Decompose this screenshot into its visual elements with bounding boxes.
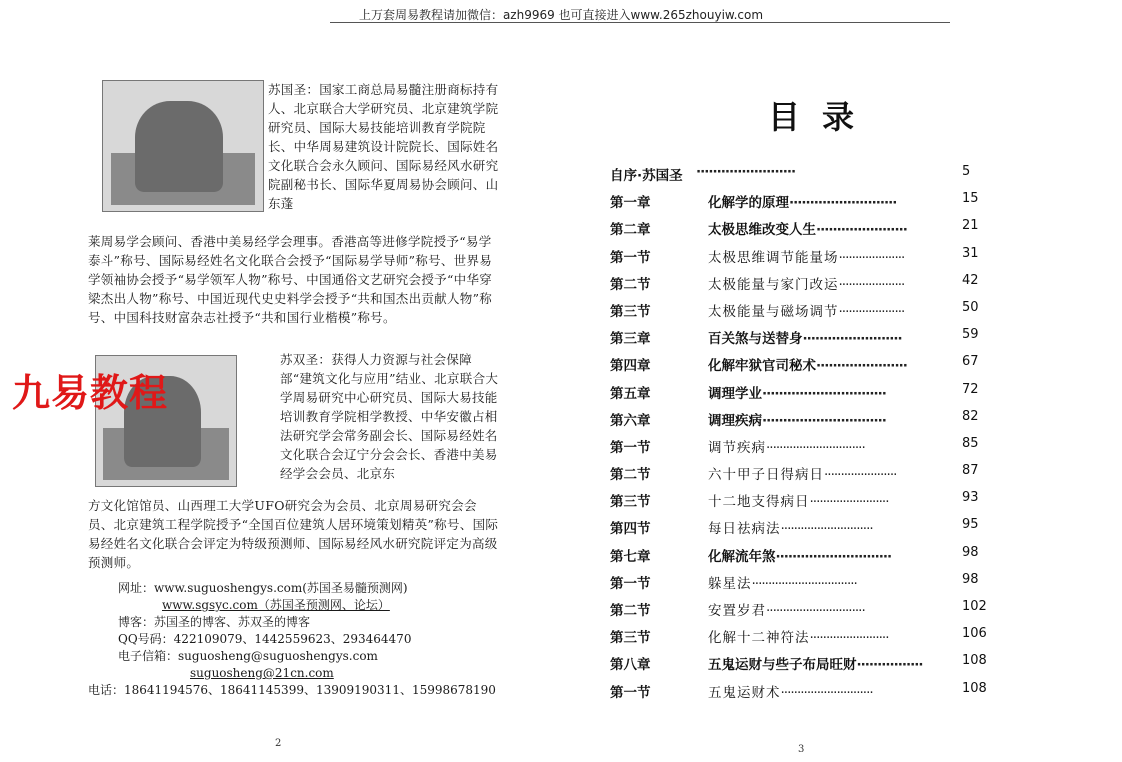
toc-entry-label: 第六章 [610,412,651,429]
toc-entry[interactable] [610,405,990,432]
toc-leader-dots: ································ [751,575,857,592]
toc-leader-dots: ······························ [766,603,865,619]
toc-entry[interactable] [610,649,990,676]
toc-entry[interactable] [610,459,990,486]
watermark-text: 九易教程 [12,371,169,415]
toc-entry-label: 第三节 [610,303,651,320]
toc-entry-page: 72 [962,381,979,397]
author-photo-1 [102,80,264,212]
toc-leader-dots: ···················· [838,276,905,293]
toc-entry-page: 5 [962,164,971,179]
toc-entry-title: 太极能量与磁场调节 [708,303,839,320]
toc-entry-page: 87 [962,463,979,479]
toc-entry-page: 67 [962,354,979,370]
toc-entry-page: 93 [962,490,979,506]
toc-entry-label: 第四章 [610,358,651,375]
toc-leader-dots: ······························ [762,385,886,402]
toc-leader-dots: ······················ [816,358,907,375]
toc-entry-page: 82 [962,408,979,424]
toc-entry[interactable] [610,513,990,540]
toc-entry-page: 50 [962,299,979,315]
toc-entry[interactable] [610,160,990,187]
toc-entry[interactable] [610,486,990,513]
toc-entry[interactable] [610,595,990,622]
toc-leader-dots: ························ [809,630,889,647]
toc-leader-dots: ························ [802,331,902,348]
left-page-number: 2 [275,738,282,749]
toc-leader-dots: ················ [856,657,923,674]
toc-entry-label: 第一节 [610,575,651,592]
toc-entry-title: 化解牢狱官司秘术 [708,358,816,375]
bio-sushuangsheng-intro: 苏双圣：获得人力资源与社会保障部“建筑文化与应用”结业、北京联合大学周易研究中心研究员、国际大易技能培训教育学院相学教授、中华安徽占相法研究学会常务副会长、国际易经姓名文化联合会辽宁分会会长、香港中美易经学会会员、北京东 [280,352,499,481]
toc-entry-title: 化解流年煞 [708,548,776,565]
bio-sushuangsheng-continued: 方文化馆馆员、山西理工大学UFO研究会为会员、北京周易研究会会员、北京建筑工程学院授予“全国百位建筑人居环境策划精英”称号、国际易经姓名文化联合会评定为特级预测师、国际易经风水研究院评定为高级预测师。 [88,498,499,570]
toc-entry-label: 第二章 [610,222,651,239]
toc-entry-label: 第五章 [610,385,651,402]
toc-entry-label: 第二节 [610,603,651,619]
toc-title: 目录 [768,98,877,136]
toc-entry-label: 第一节 [610,684,651,701]
toc-entry-title: 六十甲子日得病日 [708,467,824,484]
toc-entry-page: 98 [962,571,979,587]
bio-suguosheng-intro: 苏国圣：国家工商总局易髓注册商标持有人、北京联合大学研究员、北京建筑学院研究员、国际大易技能培训教育学院院长、中华周易建筑设计院院长、国际姓名文化联合会永久顾问、国际易经风水研究院副秘书长、国际华夏周易协会顾问、山东蓬 [268,82,499,211]
toc-entry-page: 102 [962,599,987,614]
toc-entry[interactable] [610,432,990,459]
bio-suguosheng-continued: 莱周易学会顾问、香港中美易经学会理事。香港高等进修学院授予“易学泰斗”称号、国际易经姓名文化联合会授予“国际易学导师”称号、世界易学领袖协会授予“易学领军人物”称号、中国通俗文艺研究会授予“中华穿梁杰出人物”称号、中国近现代史史料学会授予“共和国杰出贡献人物”称号、中国科技财富杂志社授予“共和国行业楷模”称号。 [88,234,493,325]
toc-entry[interactable] [610,350,990,377]
contact-website[interactable]: 网址：www.suguoshengys.com(苏国圣易髓预测网) [118,581,408,595]
toc-leader-dots: ···················· [838,249,905,266]
toc-entry-title: 调理学业 [708,385,762,402]
toc-leader-dots: ······························ [766,439,865,456]
toc-entry[interactable] [610,568,990,595]
toc-leader-dots: ···················· [838,303,905,320]
toc-entry-label: 第七章 [610,548,651,565]
toc-entry-title: 太极思维改变人生 [708,222,816,239]
toc-entry-label: 第三节 [610,630,651,647]
toc-entry[interactable] [610,677,990,704]
toc-entry-page: 31 [962,245,979,261]
toc-leader-dots: ······················ [816,222,907,239]
contact-blog: 博客：苏国圣的博客、苏双圣的博客 [118,615,311,629]
toc-entry-title: 化解学的原理 [708,195,789,212]
toc-entry-page: 21 [962,218,979,234]
toc-entry[interactable] [610,214,990,241]
toc-entry-page: 108 [962,653,987,669]
toc-entry-page: 95 [962,517,979,533]
toc-entry-page: 108 [962,680,987,696]
toc-entry-label: 第一节 [610,249,651,266]
toc-entry-label: 第二节 [610,276,651,293]
toc-entry-title: 安置岁君 [708,603,766,619]
toc-entry[interactable] [610,187,990,214]
toc-entry-page: 42 [962,272,979,288]
toc-entry[interactable] [610,269,990,296]
toc-entry-title: 太极思维调节能量场 [708,249,839,266]
toc-entry[interactable] [610,296,990,323]
toc-entry[interactable] [610,323,990,350]
toc-leader-dots: ···························· [780,684,873,701]
table-of-contents [610,160,990,704]
toc-entry-title: 太极能量与家门改运 [708,276,839,293]
toc-entry-label: 自序·苏国圣 [610,168,683,184]
toc-leader-dots: ························ [809,494,889,511]
toc-leader-dots: ·························· [789,195,897,212]
toc-entry-label: 第八章 [610,657,651,674]
toc-entry-title: 调理疾病 [708,412,762,429]
toc-entry[interactable] [610,378,990,405]
toc-entry[interactable] [610,242,990,269]
toc-leader-dots: ···························· [780,521,873,538]
toc-entry[interactable] [610,541,990,568]
toc-entry-label: 第一节 [610,439,651,456]
toc-entry-title: 化解十二神符法 [708,630,810,647]
top-banner: 上万套周易教程请加微信：azh9969 也可直接进入www.265zhouyiw.com [358,8,764,22]
toc-entry-label: 第二节 [610,467,651,484]
toc-leader-dots: ······················ [824,467,897,484]
toc-entry-title: 十二地支得病日 [708,494,810,511]
contact-email[interactable]: 电子信箱：suguosheng@suguoshengys.com [118,649,378,663]
banner-underline [330,22,950,23]
contact-block [88,580,508,699]
toc-entry-page: 85 [962,435,979,451]
toc-entry-title: 调节疾病 [708,439,766,456]
right-page-number: 3 [798,744,805,755]
toc-entry-title: 每日祛病法 [708,521,781,538]
contact-qq: QQ号码：422109079、1442559623、293464470 [118,632,412,646]
toc-entry-title: 五鬼运财术 [708,684,781,701]
toc-entry[interactable] [610,622,990,649]
toc-entry-label: 第一章 [610,195,651,212]
contact-email-2[interactable]: suguosheng@21cn.com [190,666,334,680]
toc-entry-label: 第三章 [610,331,651,348]
toc-entry-title: 躲星法 [708,575,752,592]
toc-leader-dots: ························ [696,164,796,180]
toc-entry-page: 59 [962,327,979,343]
contact-website-2[interactable]: www.sgsyc.com（苏国圣预测网、论坛） [162,598,390,612]
toc-entry-title: 百关煞与送替身 [708,331,803,348]
toc-entry-label: 第三节 [610,494,651,511]
contact-phone: 电话：18641194576、18641145399、13909190311、15998678190 [88,683,496,697]
toc-entry-title: 五鬼运财与些子布局旺财 [708,657,857,674]
toc-entry-page: 98 [962,544,979,560]
toc-entry-label: 第四节 [610,521,651,538]
toc-entry-page: 15 [962,191,979,207]
toc-leader-dots: ······························ [762,412,886,429]
toc-leader-dots: ···························· [775,548,892,565]
toc-entry-page: 106 [962,626,987,642]
